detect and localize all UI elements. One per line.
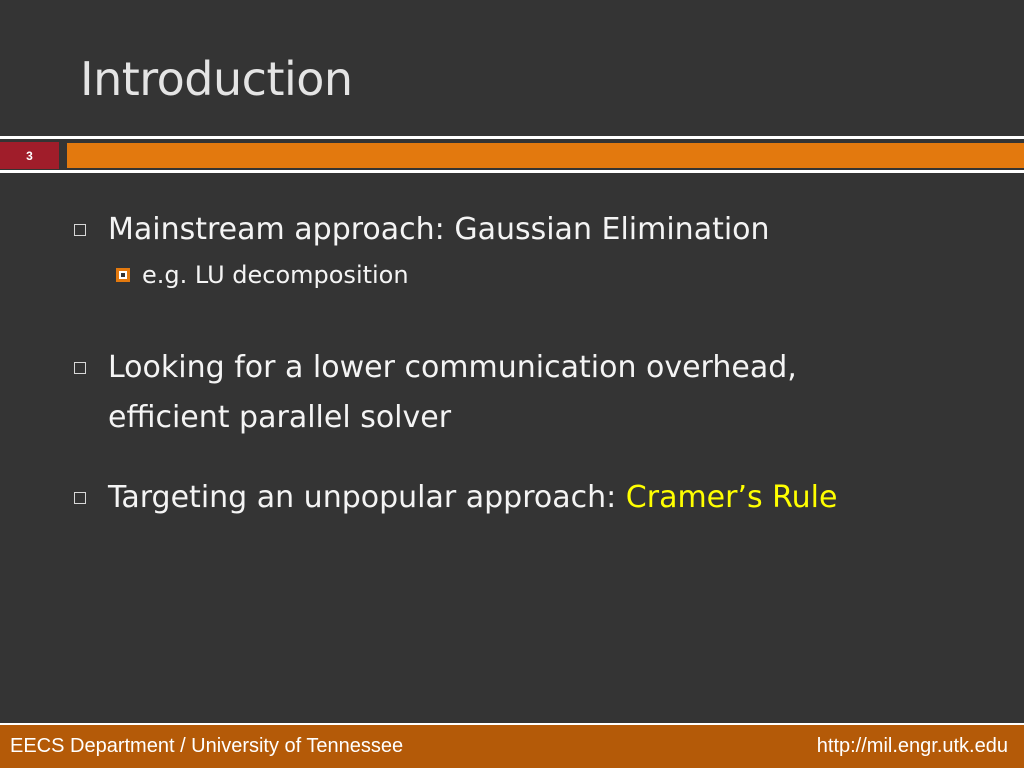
slide-title: Introduction — [80, 52, 353, 106]
bullet-text: Mainstream approach: Gaussian Elimination — [108, 212, 770, 247]
footer-bar — [0, 723, 1024, 768]
slide-number-badge: 3 — [0, 142, 59, 169]
bullet-item — [70, 205, 990, 255]
sub-bullet-item — [70, 257, 990, 293]
bullet-text: Targeting an unpopular approach: — [108, 480, 626, 515]
accent-band — [67, 143, 1024, 168]
highlighted-text: Cramer’s Rule — [625, 480, 838, 515]
bullet-item — [70, 343, 990, 443]
square-bullet-icon — [74, 492, 86, 504]
band-bottom-divider — [0, 170, 1024, 173]
square-bullet-icon — [74, 224, 86, 236]
band-top-divider — [0, 136, 1024, 139]
bullet-text-line2: efficient parallel solver — [108, 400, 452, 435]
bullet-list — [70, 205, 990, 523]
bullet-text-line1: Looking for a lower communication overhead, — [108, 350, 797, 385]
filled-square-bullet-icon — [116, 268, 130, 282]
footer-department: EECS Department / University of Tennessee — [10, 735, 404, 757]
bullet-item — [70, 473, 990, 523]
sub-bullet-text: e.g. LU decomposition — [142, 261, 409, 289]
footer-url: http://mil.engr.utk.edu — [816, 735, 1008, 757]
square-bullet-icon — [74, 362, 86, 374]
